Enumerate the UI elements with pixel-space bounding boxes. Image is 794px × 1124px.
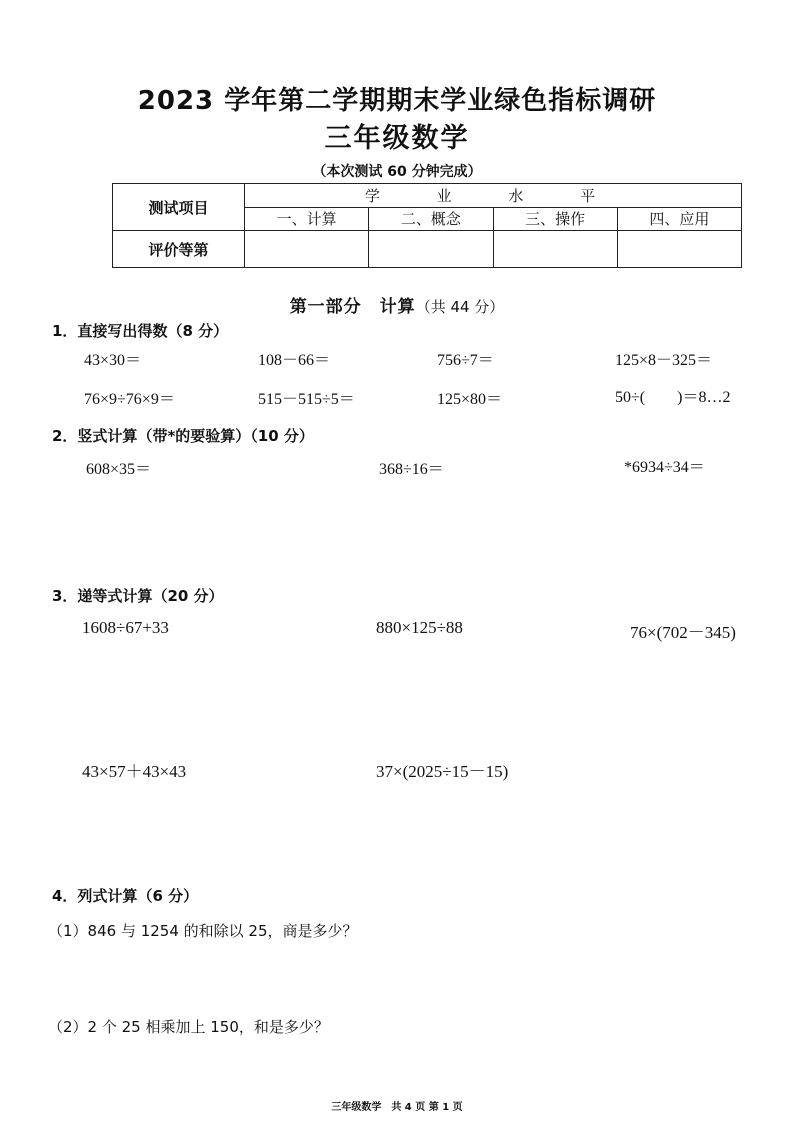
row-label-test-items: 测试项目 — [113, 184, 245, 231]
category-concept: 二、概念 — [369, 207, 493, 231]
part1-title — [0, 292, 794, 317]
q3-item: 43×57＋43×43 — [82, 762, 187, 781]
q1-item: 108－66＝ — [258, 352, 331, 369]
q1-item: 43×30＝ — [84, 352, 142, 369]
q2-item: *6934÷34＝ — [624, 459, 705, 476]
q3-item: 880×125÷88 — [376, 618, 463, 637]
q4-heading: 4．列式计算（6 分） — [52, 887, 199, 905]
q3-item: 37×(2025÷15－15) — [376, 762, 509, 781]
exam-title: 2023 学年第二学期期末学业绿色指标调研 — [137, 86, 657, 116]
category-operation: 三、操作 — [493, 207, 617, 231]
q2-item: 368÷16＝ — [379, 461, 444, 478]
exam-subtitle: 三年级数学 — [324, 123, 470, 154]
q1-item: 756÷7＝ — [437, 352, 494, 369]
part1-name: 第一部分 计算 — [289, 297, 416, 317]
score-table — [112, 183, 742, 268]
q4-item: （2）2 个 25 相乘加上 150，和是多少？ — [48, 1018, 329, 1036]
q4-item: （1）846 与 1254 的和除以 25，商是多少？ — [48, 922, 358, 940]
grade-cell-application[interactable] — [617, 231, 741, 268]
q1-item: 76×9÷76×9＝ — [84, 391, 175, 408]
q3-item: 76×(702－345) — [630, 623, 736, 642]
q1-item: 50÷( )＝8…2 — [615, 389, 731, 406]
q3-item: 1608÷67+33 — [82, 618, 169, 637]
time-note: （本次测试 60 分钟完成） — [312, 164, 482, 180]
q1-item: 125×80＝ — [437, 391, 503, 408]
q2-item: 608×35＝ — [86, 461, 152, 478]
grade-cell-concept[interactable] — [369, 231, 493, 268]
q2-heading: 2．竖式计算（带*的要验算）（10 分） — [52, 427, 314, 445]
part1-points: （共 44 分） — [415, 298, 505, 316]
grade-cell-calc[interactable] — [245, 231, 369, 268]
page-footer: 三年级数学 共 4 页 第 1 页 — [331, 1102, 463, 1113]
grade-cell-operation[interactable] — [493, 231, 617, 268]
category-application: 四、应用 — [617, 207, 741, 231]
q1-heading: 1．直接写出得数（8 分） — [52, 322, 229, 340]
category-calc: 一、计算 — [245, 207, 369, 231]
q1-item: 125×8－325＝ — [615, 352, 713, 369]
level-header: 学 业 水 平 — [245, 184, 742, 208]
q1-item: 515－515÷5＝ — [258, 391, 355, 408]
row-label-grade: 评价等第 — [113, 231, 245, 268]
q3-heading: 3．递等式计算（20 分） — [52, 587, 224, 605]
